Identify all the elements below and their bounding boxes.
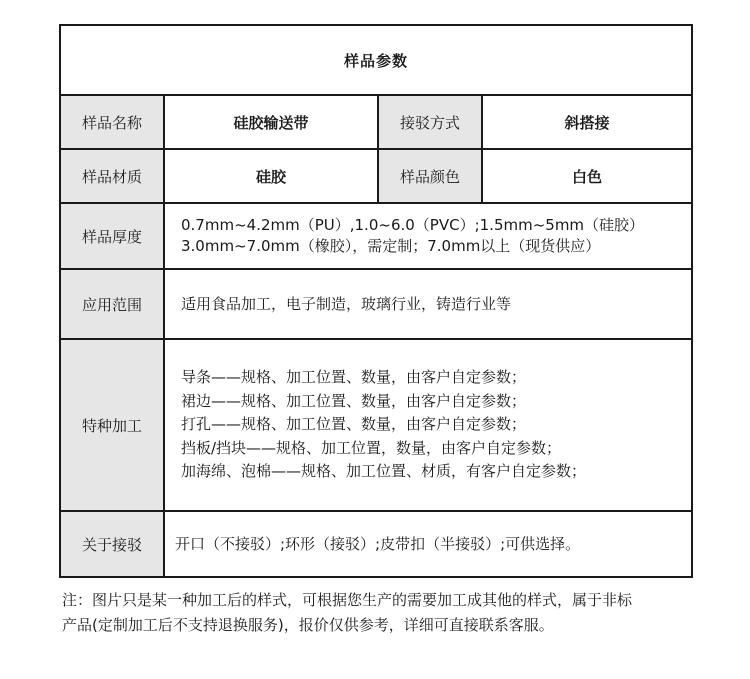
table-title: 样品参数	[60, 25, 692, 95]
label-sample-name: 样品名称	[60, 95, 164, 149]
value-joining: 开口（不接驳）;环形（接驳）;皮带扣（半接驳）;可供选择。	[164, 511, 692, 577]
table-row	[60, 203, 692, 269]
value-special-processing	[164, 339, 692, 511]
thickness-line: 0.7mm~4.2mm（PU）,1.0~6.0（PVC）;1.5mm~5mm（硅胶）	[181, 216, 645, 234]
label-color: 样品颜色	[378, 149, 482, 203]
label-special-processing: 特种加工	[60, 339, 164, 511]
value-color: 白色	[482, 149, 692, 203]
special-line: 打孔——规格、加工位置、数量，由客户自定参数；	[181, 415, 527, 434]
spec-table	[59, 24, 693, 578]
thickness-line: 3.0mm~7.0mm（橡胶），需定制；7.0mm以上（现货供应）	[181, 237, 601, 255]
label-material: 样品材质	[60, 149, 164, 203]
value-thickness	[164, 203, 692, 269]
table-row	[60, 149, 692, 203]
table-row	[60, 95, 692, 149]
title-row	[60, 25, 692, 95]
value-joining-method: 斜搭接	[482, 95, 692, 149]
special-line: 导条——规格、加工位置、数量，由客户自定参数；	[181, 368, 527, 387]
value-material: 硅胶	[164, 149, 378, 203]
label-application: 应用范围	[60, 269, 164, 339]
label-joining-method: 接驳方式	[378, 95, 482, 149]
label-thickness: 样品厚度	[60, 203, 164, 269]
table-row	[60, 511, 692, 577]
special-line: 裙边——规格、加工位置、数量，由客户自定参数；	[181, 391, 527, 410]
footnote	[62, 588, 702, 638]
label-joining: 关于接驳	[60, 511, 164, 577]
value-sample-name: 硅胶输送带	[164, 95, 378, 149]
table-row	[60, 269, 692, 339]
special-line: 加海绵、泡棉——规格、加工位置、材质，有客户自定参数；	[181, 462, 587, 481]
footnote-line: 产品(定制加工后不支持退换服务)，报价仅供参考，详细可直接联系客服。	[62, 616, 554, 634]
special-line: 挡板/挡块——规格、加工位置，数量，由客户自定参数；	[181, 438, 562, 457]
value-application: 适用食品加工，电子制造，玻璃行业，铸造行业等	[164, 269, 692, 339]
footnote-line: 注：图片只是某一种加工后的样式，可根据您生产的需要加工成其他的样式，属于非标	[62, 591, 633, 609]
table-row	[60, 339, 692, 511]
